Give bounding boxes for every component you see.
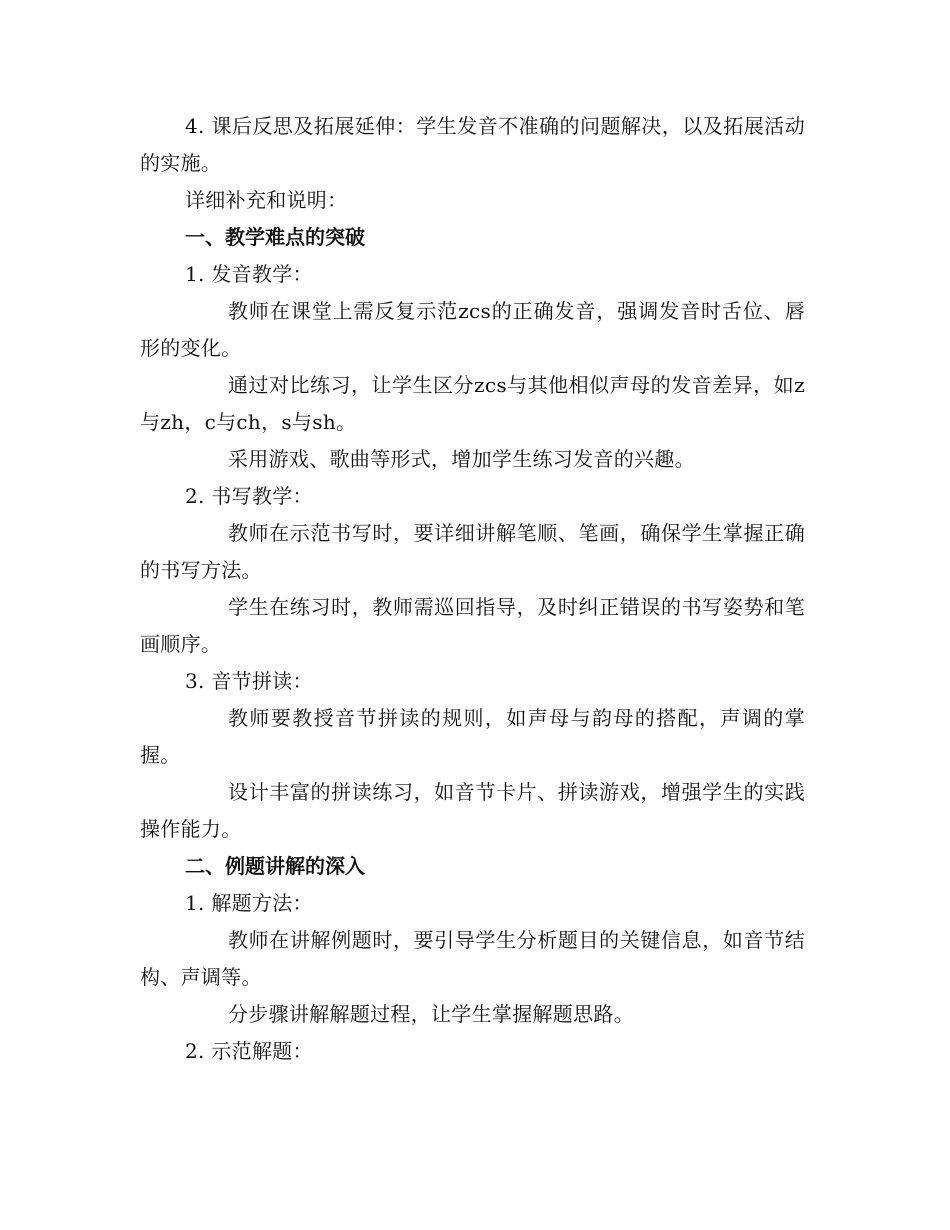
paragraph: 教师要教授音节拼读的规则，如声母与韵母的搭配，声调的掌握。 <box>140 706 805 767</box>
paragraph: 分步骤讲解解题过程，让学生掌握解题思路。 <box>228 1002 634 1026</box>
list-item: 2. 示范解题： <box>185 1039 313 1063</box>
document-body <box>140 108 805 1070</box>
paragraph: 学生在练习时，教师需巡回指导，及时纠正错误的书写姿势和笔画顺序。 <box>140 595 805 656</box>
paragraph: 设计丰富的拼读练习，如音节卡片、拼读游戏，增强学生的实践操作能力。 <box>140 780 805 841</box>
section-heading: 一、教学难点的突破 <box>185 225 365 249</box>
list-item: 2. 书写教学： <box>185 484 313 508</box>
paragraph: 教师在讲解例题时，要引导学生分析题目的关键信息，如音节结构、声调等。 <box>140 928 805 989</box>
paragraph: 采用游戏、歌曲等形式，增加学生练习发音的兴趣。 <box>228 447 695 471</box>
paragraph: 教师在课堂上需反复示范zcs的正确发音，强调发音时舌位、唇形的变化。 <box>140 299 805 360</box>
list-item: 1. 解题方法： <box>185 891 313 915</box>
list-item: 3. 音节拼读： <box>185 669 313 693</box>
paragraph: 教师在示范书写时，要详细讲解笔顺、笔画，确保学生掌握正确的书写方法。 <box>140 521 805 582</box>
section-heading: 二、例题讲解的深入 <box>185 854 365 878</box>
paragraph: 详细补充和说明： <box>185 188 348 212</box>
paragraph: 通过对比练习，让学生区分zcs与其他相似声母的发音差异，如z与zh，c与ch，s与sh。 <box>140 373 805 434</box>
list-item: 1. 发音教学： <box>185 262 313 286</box>
paragraph: 4. 课后反思及拓展延伸：学生发音不准确的问题解决，以及拓展活动的实施。 <box>140 114 805 175</box>
